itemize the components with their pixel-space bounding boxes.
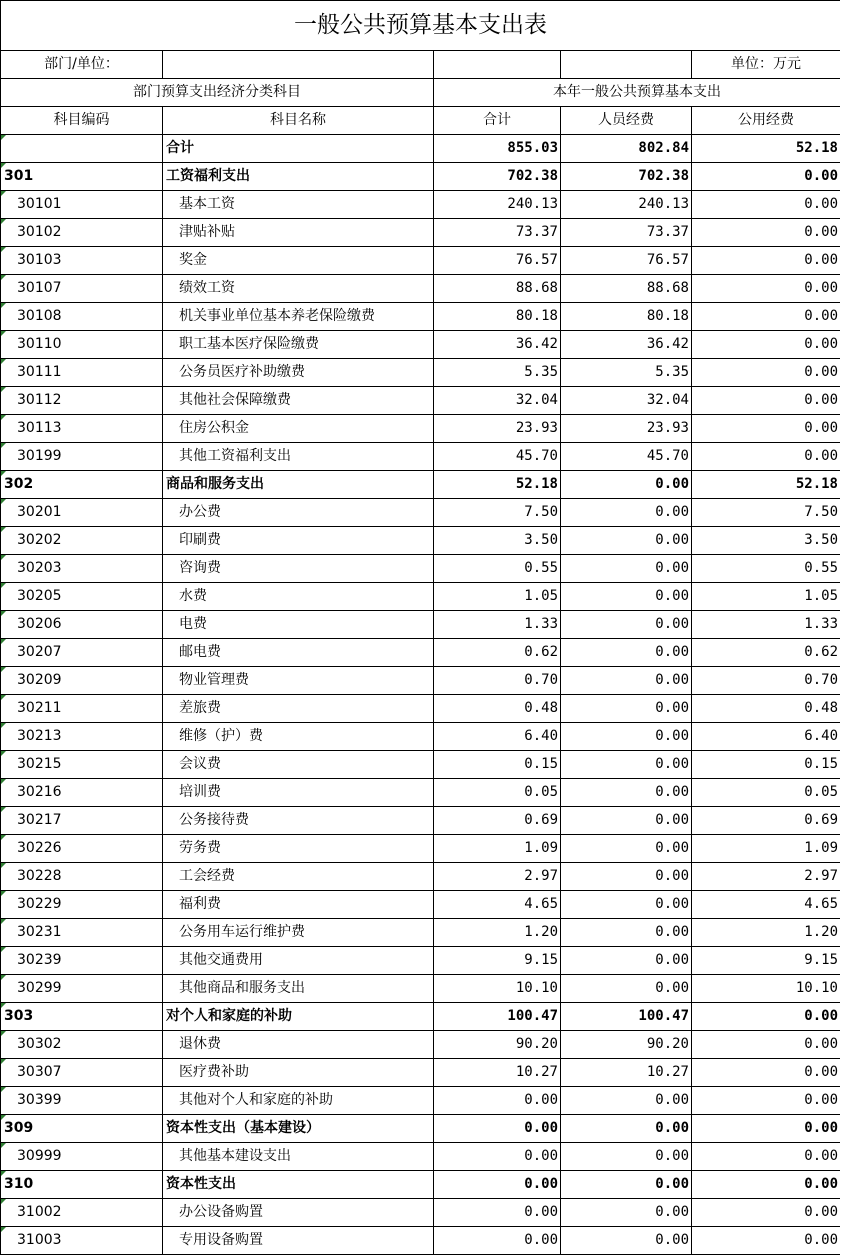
cell-code[interactable]: 30113 bbox=[1, 415, 163, 443]
cell-code[interactable]: 30226 bbox=[1, 835, 163, 863]
cell-public[interactable]: 0.00 bbox=[692, 191, 841, 219]
blank-cell[interactable] bbox=[561, 51, 692, 79]
cell-total[interactable]: 80.18 bbox=[434, 303, 561, 331]
table-row bbox=[1, 359, 841, 387]
table-row bbox=[1, 1199, 841, 1227]
table-row bbox=[1, 1003, 841, 1031]
cell-total[interactable]: 0.00 bbox=[434, 1227, 561, 1255]
cell-name[interactable]: 绩效工资 bbox=[163, 275, 434, 303]
cell-name[interactable]: 合计 bbox=[163, 135, 434, 163]
cell-public[interactable]: 3.50 bbox=[692, 527, 841, 555]
cell-total[interactable]: 0.05 bbox=[434, 779, 561, 807]
cell-code[interactable]: 30111 bbox=[1, 359, 163, 387]
cell-code[interactable]: 301 bbox=[1, 163, 163, 191]
cell-code[interactable]: 30206 bbox=[1, 611, 163, 639]
cell-public[interactable]: 7.50 bbox=[692, 499, 841, 527]
table-row bbox=[1, 863, 841, 891]
cell-name[interactable]: 印刷费 bbox=[163, 527, 434, 555]
cell-total[interactable]: 1.05 bbox=[434, 583, 561, 611]
cell-name[interactable]: 邮电费 bbox=[163, 639, 434, 667]
cell-total[interactable]: 36.42 bbox=[434, 331, 561, 359]
cell-personnel[interactable]: 0.00 bbox=[561, 695, 692, 723]
table-row bbox=[1, 1171, 841, 1199]
cell-total[interactable]: 0.69 bbox=[434, 807, 561, 835]
cell-personnel[interactable]: 0.00 bbox=[561, 555, 692, 583]
cell-public[interactable]: 0.00 bbox=[692, 163, 841, 191]
cell-personnel[interactable]: 0.00 bbox=[561, 471, 692, 499]
cell-code[interactable]: 30207 bbox=[1, 639, 163, 667]
cell-personnel[interactable]: 76.57 bbox=[561, 247, 692, 275]
unit-row bbox=[1, 51, 841, 79]
cell-total[interactable]: 0.62 bbox=[434, 639, 561, 667]
cell-name[interactable]: 其他对个人和家庭的补助 bbox=[163, 1087, 434, 1115]
cell-code[interactable]: 30231 bbox=[1, 919, 163, 947]
cell-personnel[interactable]: 0.00 bbox=[561, 1087, 692, 1115]
cell-name[interactable]: 其他社会保障缴费 bbox=[163, 387, 434, 415]
col-header-total: 合计 bbox=[434, 107, 561, 135]
table-row bbox=[1, 1143, 841, 1171]
group-right-header: 本年一般公共预算基本支出 bbox=[434, 79, 841, 107]
cell-code[interactable]: 30399 bbox=[1, 1087, 163, 1115]
cell-personnel[interactable]: 0.00 bbox=[561, 1227, 692, 1255]
cell-public[interactable]: 0.00 bbox=[692, 219, 841, 247]
cell-public[interactable]: 52.18 bbox=[692, 135, 841, 163]
cell-personnel[interactable]: 45.70 bbox=[561, 443, 692, 471]
cell-personnel[interactable]: 0.00 bbox=[561, 919, 692, 947]
cell-name[interactable]: 商品和服务支出 bbox=[163, 471, 434, 499]
cell-name[interactable]: 机关事业单位基本养老保险缴费 bbox=[163, 303, 434, 331]
cell-public[interactable]: 0.00 bbox=[692, 1087, 841, 1115]
cell-public[interactable]: 0.00 bbox=[692, 1115, 841, 1143]
col-header-personnel: 人员经费 bbox=[561, 107, 692, 135]
cell-name[interactable]: 津贴补贴 bbox=[163, 219, 434, 247]
cell-total[interactable]: 90.20 bbox=[434, 1031, 561, 1059]
cell-code[interactable]: 30999 bbox=[1, 1143, 163, 1171]
cell-personnel[interactable]: 0.00 bbox=[561, 499, 692, 527]
cell-name[interactable]: 办公设备购置 bbox=[163, 1199, 434, 1227]
cell-total[interactable]: 45.70 bbox=[434, 443, 561, 471]
cell-code[interactable]: 30307 bbox=[1, 1059, 163, 1087]
table-row bbox=[1, 667, 841, 695]
cell-public[interactable]: 1.33 bbox=[692, 611, 841, 639]
cell-total[interactable]: 0.00 bbox=[434, 1199, 561, 1227]
cell-public[interactable]: 0.00 bbox=[692, 1227, 841, 1255]
cell-code[interactable]: 30107 bbox=[1, 275, 163, 303]
cell-personnel[interactable]: 702.38 bbox=[561, 163, 692, 191]
cell-public[interactable]: 0.70 bbox=[692, 667, 841, 695]
cell-public[interactable]: 0.00 bbox=[692, 1003, 841, 1031]
table-row bbox=[1, 779, 841, 807]
cell-code[interactable]: 30205 bbox=[1, 583, 163, 611]
cell-name[interactable]: 住房公积金 bbox=[163, 415, 434, 443]
cell-name[interactable]: 公务员医疗补助缴费 bbox=[163, 359, 434, 387]
cell-total[interactable]: 0.00 bbox=[434, 1087, 561, 1115]
table-row bbox=[1, 919, 841, 947]
cell-name[interactable]: 培训费 bbox=[163, 779, 434, 807]
cell-name[interactable]: 水费 bbox=[163, 583, 434, 611]
cell-code[interactable]: 30213 bbox=[1, 723, 163, 751]
cell-total[interactable]: 10.10 bbox=[434, 975, 561, 1003]
cell-public[interactable]: 0.00 bbox=[692, 1143, 841, 1171]
table-row bbox=[1, 835, 841, 863]
cell-public[interactable]: 9.15 bbox=[692, 947, 841, 975]
cell-name[interactable]: 退休费 bbox=[163, 1031, 434, 1059]
cell-public[interactable]: 4.65 bbox=[692, 891, 841, 919]
table-row bbox=[1, 331, 841, 359]
group-header-row bbox=[1, 79, 841, 107]
cell-code[interactable]: 30302 bbox=[1, 1031, 163, 1059]
cell-personnel[interactable]: 36.42 bbox=[561, 331, 692, 359]
table-row bbox=[1, 947, 841, 975]
cell-personnel[interactable]: 0.00 bbox=[561, 639, 692, 667]
column-header-row bbox=[1, 107, 841, 135]
cell-public[interactable]: 0.00 bbox=[692, 303, 841, 331]
group-left-header: 部门预算支出经济分类科目 bbox=[1, 79, 434, 107]
cell-name[interactable]: 工会经费 bbox=[163, 863, 434, 891]
cell-code[interactable]: 30202 bbox=[1, 527, 163, 555]
cell-public[interactable]: 0.00 bbox=[692, 331, 841, 359]
cell-total[interactable]: 73.37 bbox=[434, 219, 561, 247]
table-row bbox=[1, 891, 841, 919]
cell-public[interactable]: 0.00 bbox=[692, 247, 841, 275]
cell-name[interactable]: 其他交通费用 bbox=[163, 947, 434, 975]
cell-total[interactable]: 9.15 bbox=[434, 947, 561, 975]
table-row bbox=[1, 303, 841, 331]
cell-code[interactable]: 31002 bbox=[1, 1199, 163, 1227]
cell-total[interactable]: 4.65 bbox=[434, 891, 561, 919]
cell-public[interactable]: 0.00 bbox=[692, 1059, 841, 1087]
cell-public[interactable]: 0.00 bbox=[692, 1199, 841, 1227]
table-row bbox=[1, 695, 841, 723]
cell-personnel[interactable]: 0.00 bbox=[561, 835, 692, 863]
cell-name[interactable]: 电费 bbox=[163, 611, 434, 639]
cell-public[interactable]: 6.40 bbox=[692, 723, 841, 751]
cell-code[interactable] bbox=[1, 135, 163, 163]
cell-name[interactable]: 其他基本建设支出 bbox=[163, 1143, 434, 1171]
unit-label: 单位：万元 bbox=[692, 51, 841, 79]
cell-code[interactable]: 30102 bbox=[1, 219, 163, 247]
cell-name[interactable]: 维修（护）费 bbox=[163, 723, 434, 751]
table-row bbox=[1, 247, 841, 275]
cell-name[interactable]: 物业管理费 bbox=[163, 667, 434, 695]
cell-name[interactable]: 资本性支出 bbox=[163, 1171, 434, 1199]
cell-personnel[interactable]: 0.00 bbox=[561, 667, 692, 695]
cell-total[interactable]: 0.00 bbox=[434, 1171, 561, 1199]
cell-personnel[interactable]: 0.00 bbox=[561, 1199, 692, 1227]
cell-total[interactable]: 1.09 bbox=[434, 835, 561, 863]
cell-personnel[interactable]: 0.00 bbox=[561, 1115, 692, 1143]
table-row bbox=[1, 275, 841, 303]
cell-personnel[interactable]: 0.00 bbox=[561, 807, 692, 835]
cell-code[interactable]: 30101 bbox=[1, 191, 163, 219]
cell-name[interactable]: 福利费 bbox=[163, 891, 434, 919]
cell-public[interactable]: 0.48 bbox=[692, 695, 841, 723]
cell-name[interactable]: 公务用车运行维护费 bbox=[163, 919, 434, 947]
table-row bbox=[1, 975, 841, 1003]
cell-personnel[interactable]: 88.68 bbox=[561, 275, 692, 303]
table-row bbox=[1, 415, 841, 443]
cell-personnel[interactable]: 0.00 bbox=[561, 779, 692, 807]
cell-public[interactable]: 1.05 bbox=[692, 583, 841, 611]
cell-public[interactable]: 0.00 bbox=[692, 415, 841, 443]
cell-total[interactable]: 1.20 bbox=[434, 919, 561, 947]
table-row bbox=[1, 219, 841, 247]
cell-public[interactable]: 0.00 bbox=[692, 1031, 841, 1059]
cell-personnel[interactable]: 0.00 bbox=[561, 1143, 692, 1171]
cell-personnel[interactable]: 23.93 bbox=[561, 415, 692, 443]
cell-personnel[interactable]: 240.13 bbox=[561, 191, 692, 219]
cell-total[interactable]: 2.97 bbox=[434, 863, 561, 891]
table-row bbox=[1, 387, 841, 415]
table-row bbox=[1, 135, 841, 163]
cell-name[interactable]: 劳务费 bbox=[163, 835, 434, 863]
cell-personnel[interactable]: 80.18 bbox=[561, 303, 692, 331]
cell-code[interactable]: 310 bbox=[1, 1171, 163, 1199]
cell-code[interactable]: 303 bbox=[1, 1003, 163, 1031]
cell-personnel[interactable]: 0.00 bbox=[561, 611, 692, 639]
cell-code[interactable]: 30299 bbox=[1, 975, 163, 1003]
cell-public[interactable]: 0.00 bbox=[692, 387, 841, 415]
cell-total[interactable]: 23.93 bbox=[434, 415, 561, 443]
cell-name[interactable]: 差旅费 bbox=[163, 695, 434, 723]
cell-public[interactable]: 0.05 bbox=[692, 779, 841, 807]
cell-personnel[interactable]: 0.00 bbox=[561, 723, 692, 751]
cell-name[interactable]: 对个人和家庭的补助 bbox=[163, 1003, 434, 1031]
cell-total[interactable]: 100.47 bbox=[434, 1003, 561, 1031]
cell-personnel[interactable]: 0.00 bbox=[561, 751, 692, 779]
table-row bbox=[1, 807, 841, 835]
table-row bbox=[1, 163, 841, 191]
cell-personnel[interactable]: 802.84 bbox=[561, 135, 692, 163]
blank-cell[interactable] bbox=[434, 51, 561, 79]
cell-public[interactable]: 0.62 bbox=[692, 639, 841, 667]
table-row bbox=[1, 527, 841, 555]
cell-name[interactable]: 资本性支出（基本建设） bbox=[163, 1115, 434, 1143]
cell-name[interactable]: 职工基本医疗保险缴费 bbox=[163, 331, 434, 359]
cell-code[interactable]: 31003 bbox=[1, 1227, 163, 1255]
cell-personnel[interactable]: 90.20 bbox=[561, 1031, 692, 1059]
cell-name[interactable]: 其他商品和服务支出 bbox=[163, 975, 434, 1003]
table-row bbox=[1, 443, 841, 471]
table-row bbox=[1, 1115, 841, 1143]
table-row bbox=[1, 583, 841, 611]
cell-total[interactable]: 0.48 bbox=[434, 695, 561, 723]
cell-public[interactable]: 0.00 bbox=[692, 275, 841, 303]
cell-personnel[interactable]: 100.47 bbox=[561, 1003, 692, 1031]
cell-total[interactable]: 52.18 bbox=[434, 471, 561, 499]
cell-code[interactable]: 302 bbox=[1, 471, 163, 499]
cell-personnel[interactable]: 5.35 bbox=[561, 359, 692, 387]
table-row bbox=[1, 723, 841, 751]
table-row bbox=[1, 1227, 841, 1255]
cell-total[interactable]: 10.27 bbox=[434, 1059, 561, 1087]
cell-code[interactable]: 30201 bbox=[1, 499, 163, 527]
cell-personnel[interactable]: 0.00 bbox=[561, 1171, 692, 1199]
col-header-code: 科目编码 bbox=[1, 107, 163, 135]
cell-name[interactable]: 医疗费补助 bbox=[163, 1059, 434, 1087]
cell-total[interactable]: 240.13 bbox=[434, 191, 561, 219]
col-header-name: 科目名称 bbox=[163, 107, 434, 135]
cell-name[interactable]: 奖金 bbox=[163, 247, 434, 275]
cell-public[interactable]: 0.15 bbox=[692, 751, 841, 779]
cell-public[interactable]: 10.10 bbox=[692, 975, 841, 1003]
cell-code[interactable]: 30217 bbox=[1, 807, 163, 835]
cell-public[interactable]: 0.55 bbox=[692, 555, 841, 583]
cell-total[interactable]: 0.55 bbox=[434, 555, 561, 583]
cell-total[interactable]: 1.33 bbox=[434, 611, 561, 639]
dept-label: 部门/单位： bbox=[1, 51, 163, 79]
table-row bbox=[1, 191, 841, 219]
cell-personnel[interactable]: 10.27 bbox=[561, 1059, 692, 1087]
cell-name[interactable]: 工资福利支出 bbox=[163, 163, 434, 191]
cell-code[interactable]: 30112 bbox=[1, 387, 163, 415]
cell-name[interactable]: 办公费 bbox=[163, 499, 434, 527]
cell-personnel[interactable]: 0.00 bbox=[561, 975, 692, 1003]
cell-name[interactable]: 咨询费 bbox=[163, 555, 434, 583]
cell-personnel[interactable]: 32.04 bbox=[561, 387, 692, 415]
cell-total[interactable]: 702.38 bbox=[434, 163, 561, 191]
cell-total[interactable]: 88.68 bbox=[434, 275, 561, 303]
cell-code[interactable]: 30103 bbox=[1, 247, 163, 275]
table-row bbox=[1, 639, 841, 667]
sheet-title: 一般公共预算基本支出表 bbox=[1, 1, 841, 51]
cell-total[interactable]: 7.50 bbox=[434, 499, 561, 527]
table-row bbox=[1, 1059, 841, 1087]
cell-personnel[interactable]: 0.00 bbox=[561, 891, 692, 919]
cell-code[interactable]: 30199 bbox=[1, 443, 163, 471]
table-row bbox=[1, 1031, 841, 1059]
cell-code[interactable]: 30209 bbox=[1, 667, 163, 695]
cell-name[interactable]: 其他工资福利支出 bbox=[163, 443, 434, 471]
cell-name[interactable]: 会议费 bbox=[163, 751, 434, 779]
table-row bbox=[1, 611, 841, 639]
cell-code[interactable]: 30228 bbox=[1, 863, 163, 891]
cell-public[interactable]: 52.18 bbox=[692, 471, 841, 499]
dept-value-cell[interactable] bbox=[163, 51, 434, 79]
cell-code[interactable]: 30203 bbox=[1, 555, 163, 583]
cell-total[interactable]: 0.00 bbox=[434, 1143, 561, 1171]
table-row bbox=[1, 1087, 841, 1115]
cell-name[interactable]: 基本工资 bbox=[163, 191, 434, 219]
cell-code[interactable]: 309 bbox=[1, 1115, 163, 1143]
cell-public[interactable]: 1.20 bbox=[692, 919, 841, 947]
cell-total[interactable]: 3.50 bbox=[434, 527, 561, 555]
cell-total[interactable]: 5.35 bbox=[434, 359, 561, 387]
cell-public[interactable]: 0.00 bbox=[692, 359, 841, 387]
cell-total[interactable]: 6.40 bbox=[434, 723, 561, 751]
cell-total[interactable]: 0.70 bbox=[434, 667, 561, 695]
cell-code[interactable]: 30108 bbox=[1, 303, 163, 331]
cell-total[interactable]: 76.57 bbox=[434, 247, 561, 275]
cell-personnel[interactable]: 0.00 bbox=[561, 583, 692, 611]
cell-name[interactable]: 专用设备购置 bbox=[163, 1227, 434, 1255]
cell-name[interactable]: 公务接待费 bbox=[163, 807, 434, 835]
cell-public[interactable]: 1.09 bbox=[692, 835, 841, 863]
cell-total[interactable]: 855.03 bbox=[434, 135, 561, 163]
cell-personnel[interactable]: 73.37 bbox=[561, 219, 692, 247]
cell-personnel[interactable]: 0.00 bbox=[561, 947, 692, 975]
cell-code[interactable]: 30239 bbox=[1, 947, 163, 975]
cell-code[interactable]: 30216 bbox=[1, 779, 163, 807]
cell-total[interactable]: 0.00 bbox=[434, 1115, 561, 1143]
table-row bbox=[1, 751, 841, 779]
col-header-public: 公用经费 bbox=[692, 107, 841, 135]
cell-total[interactable]: 0.15 bbox=[434, 751, 561, 779]
title-row bbox=[1, 1, 841, 51]
cell-public[interactable]: 0.69 bbox=[692, 807, 841, 835]
cell-code[interactable]: 30215 bbox=[1, 751, 163, 779]
cell-code[interactable]: 30211 bbox=[1, 695, 163, 723]
cell-public[interactable]: 0.00 bbox=[692, 443, 841, 471]
cell-personnel[interactable]: 0.00 bbox=[561, 527, 692, 555]
cell-personnel[interactable]: 0.00 bbox=[561, 863, 692, 891]
table-row bbox=[1, 555, 841, 583]
cell-total[interactable]: 32.04 bbox=[434, 387, 561, 415]
table-row bbox=[1, 499, 841, 527]
cell-code[interactable]: 30110 bbox=[1, 331, 163, 359]
cell-public[interactable]: 2.97 bbox=[692, 863, 841, 891]
cell-public[interactable]: 0.00 bbox=[692, 1171, 841, 1199]
cell-code[interactable]: 30229 bbox=[1, 891, 163, 919]
table-row bbox=[1, 471, 841, 499]
